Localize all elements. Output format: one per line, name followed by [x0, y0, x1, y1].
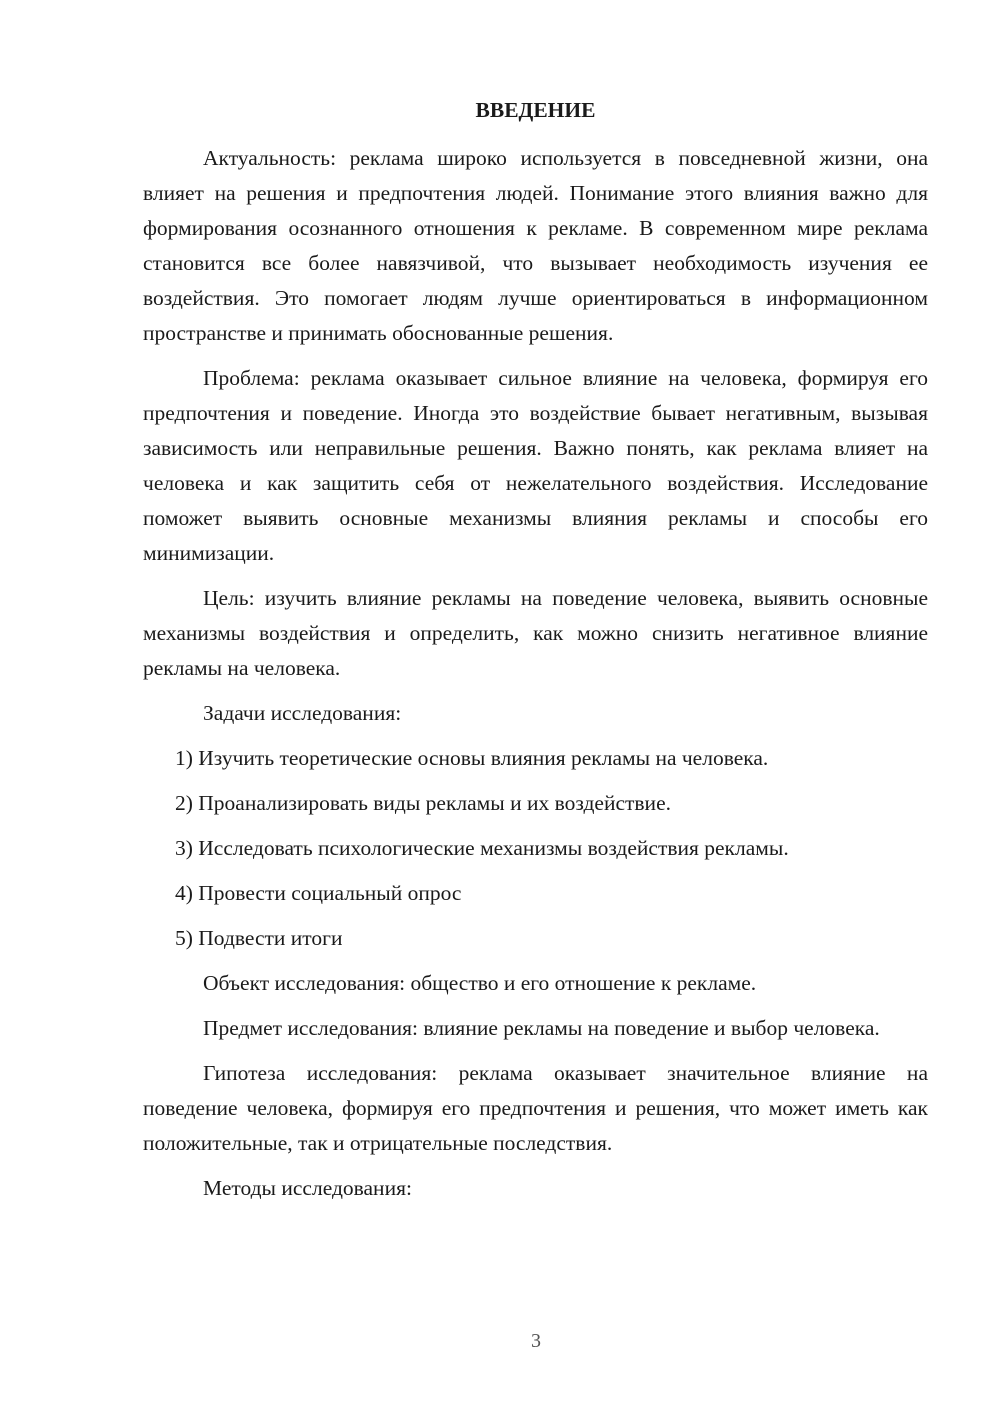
list-item: 1) Изучить теоретические основы влияния рекламы на человека. — [175, 746, 769, 770]
document-page — [143, 94, 928, 1216]
list-item: 2) Проанализировать виды рекламы и их воздействие. — [175, 791, 671, 815]
paragraph-relevance: Актуальность: реклама широко используется в повседневной жизни, она влияет на решения и предпочтения людей. Понимание этого влияния важно для формирования осознанного отношения к рекламе. В современном мире реклама становится все более навязчивой, что вызывает необходимость изучения ее воздействия. Это помогает людям лучше ориентироваться в информационном пространстве и принимать обоснованные решения. — [143, 146, 928, 345]
tasks-list — [143, 741, 928, 956]
paragraph-subject: Предмет исследования: влияние рекламы на поведение и выбор человека. — [203, 1016, 880, 1040]
list-item: 5) Подвести итоги — [175, 926, 343, 950]
methods-title: Методы исследования: — [203, 1176, 412, 1200]
section-heading: ВВЕДЕНИЕ — [475, 98, 596, 122]
paragraph-problem: Проблема: реклама оказывает сильное влияние на человека, формируя его предпочтения и поведение. Иногда это воздействие бывает негативным, вызывая зависимость или неправильные решения. Важно понять, как реклама влияет на человека и как защитить себя от нежелательного воздействия. Исследование поможет выявить основные механизмы влияния рекламы и способы его минимизации. — [143, 366, 928, 565]
list-item: 3) Исследовать психологические механизмы воздействия рекламы. — [175, 836, 789, 860]
tasks-title: Задачи исследования: — [203, 701, 402, 725]
page-number: 3 — [531, 1330, 541, 1352]
paragraph-object: Объект исследования: общество и его отношение к рекламе. — [203, 971, 757, 995]
paragraph-hypothesis: Гипотеза исследования: реклама оказывает значительное влияние на поведение человека, формируя его предпочтения и решения, что может иметь как положительные, так и отрицательные последствия. — [143, 1061, 928, 1155]
list-item: 4) Провести социальный опрос — [175, 881, 462, 905]
paragraph-goal: Цель: изучить влияние рекламы на поведение человека, выявить основные механизмы воздействия и определить, как можно снизить негативное влияние рекламы на человека. — [143, 586, 928, 680]
